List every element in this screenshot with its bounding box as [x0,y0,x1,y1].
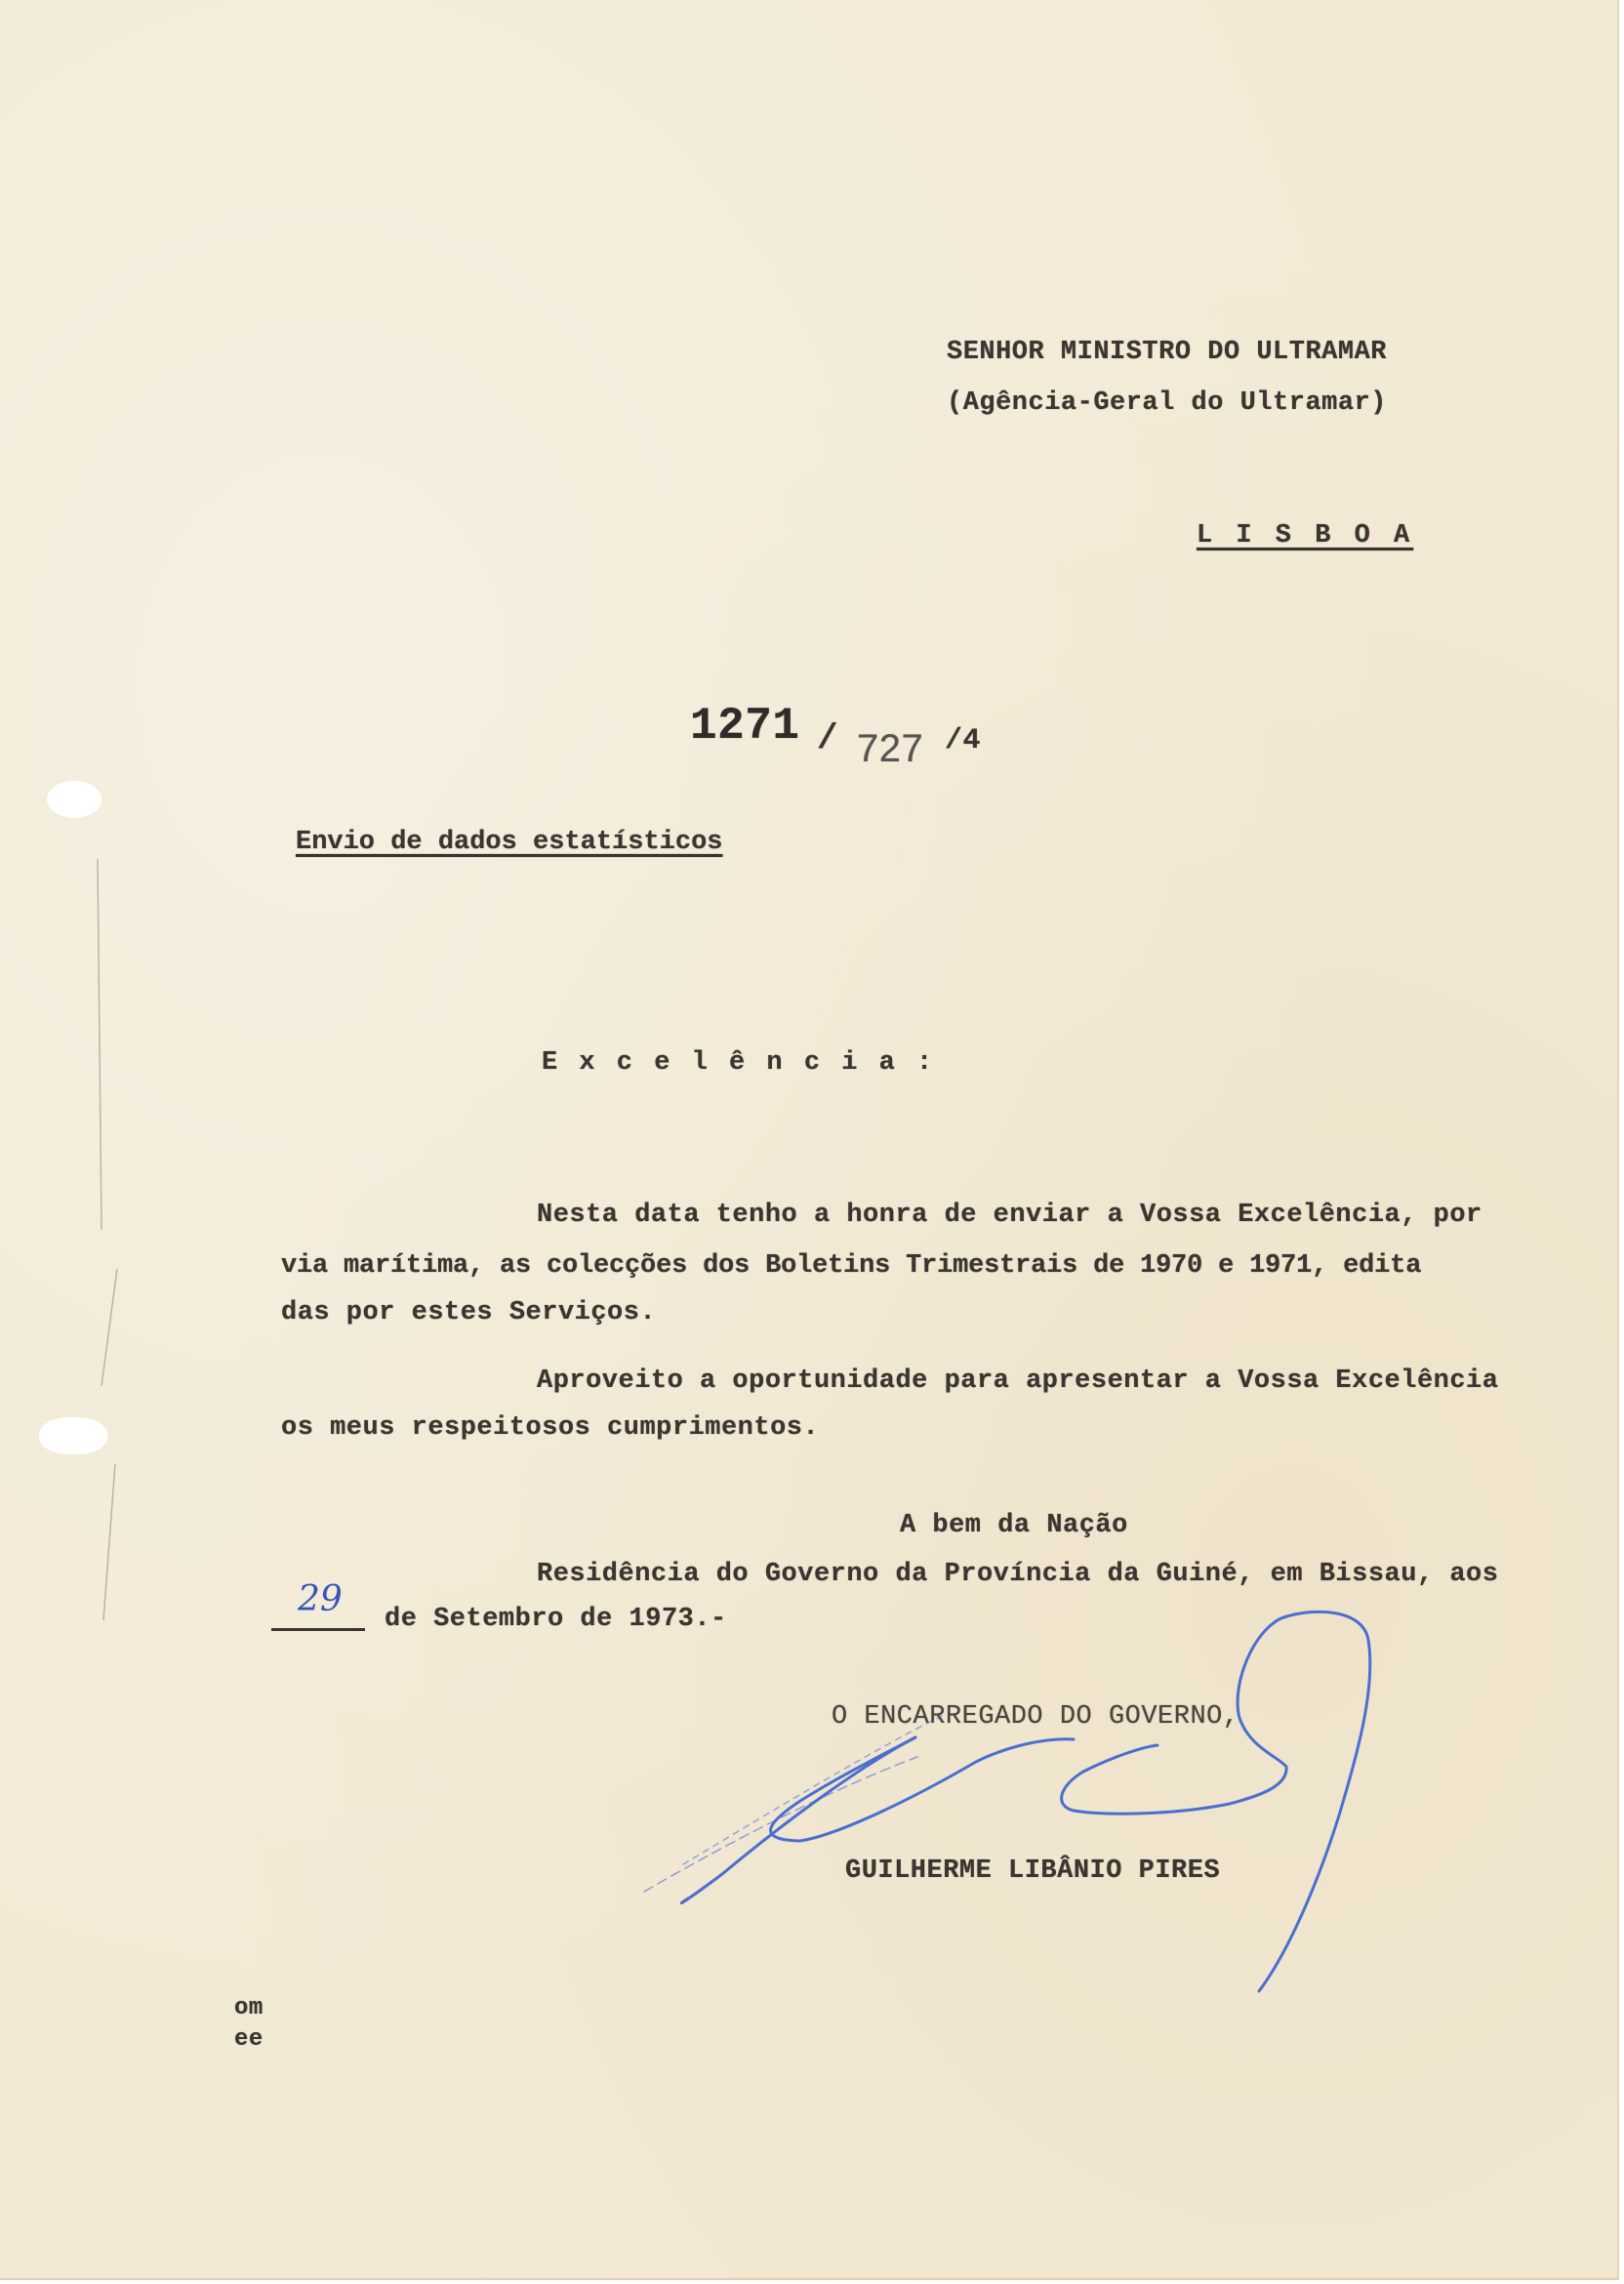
recipient-line-2: (Agência-Geral do Ultramar) [947,388,1387,418]
closing-motto: A bem da Nação [900,1511,1128,1540]
closing-date: de Setembro de 1973.- [385,1605,727,1634]
reference-stamp-suffix: /4 [945,724,982,757]
signatory-name: GUILHERME LIBÂNIO PIRES [845,1856,1221,1886]
closing-place-line: Residência do Governo da Província da Guiné, em Bissau, aos [537,1560,1499,1589]
body-paragraph-1-line-2: via marítima, as colecções dos Boletins Trimestrais de 1970 e 1971, edita [281,1251,1422,1281]
body-paragraph-2-line-2: os meus respeitosos cumprimentos. [281,1413,820,1443]
subject-line: Envio de dados estatísticos [296,828,723,857]
typist-initials-line-2: ee [234,2026,264,2053]
body-paragraph-1-line-1: Nesta data tenho a honra de enviar a Vossa Excelência, por [537,1201,1482,1230]
salutation: E x c e l ê n c i a : [542,1048,936,1078]
recipient-city: L I S B O A [1197,521,1414,551]
handwritten-day: 29 [298,1579,343,1619]
typist-initials-line-1: om [234,1995,264,2021]
signatory-title: O ENCARREGADO DO GOVERNO, [832,1702,1239,1732]
body-paragraph-1-line-3: das por estes Serviços. [281,1298,657,1327]
reference-stamp: 727 [857,727,924,770]
recipient-line-1: SENHOR MINISTRO DO ULTRAMAR [947,338,1387,367]
reference-number: 1271 [690,701,800,752]
body-paragraph-2-line-1: Aproveito a oportunidade para apresentar a Vossa Excelência [537,1366,1499,1396]
reference-slash: / [817,718,839,758]
